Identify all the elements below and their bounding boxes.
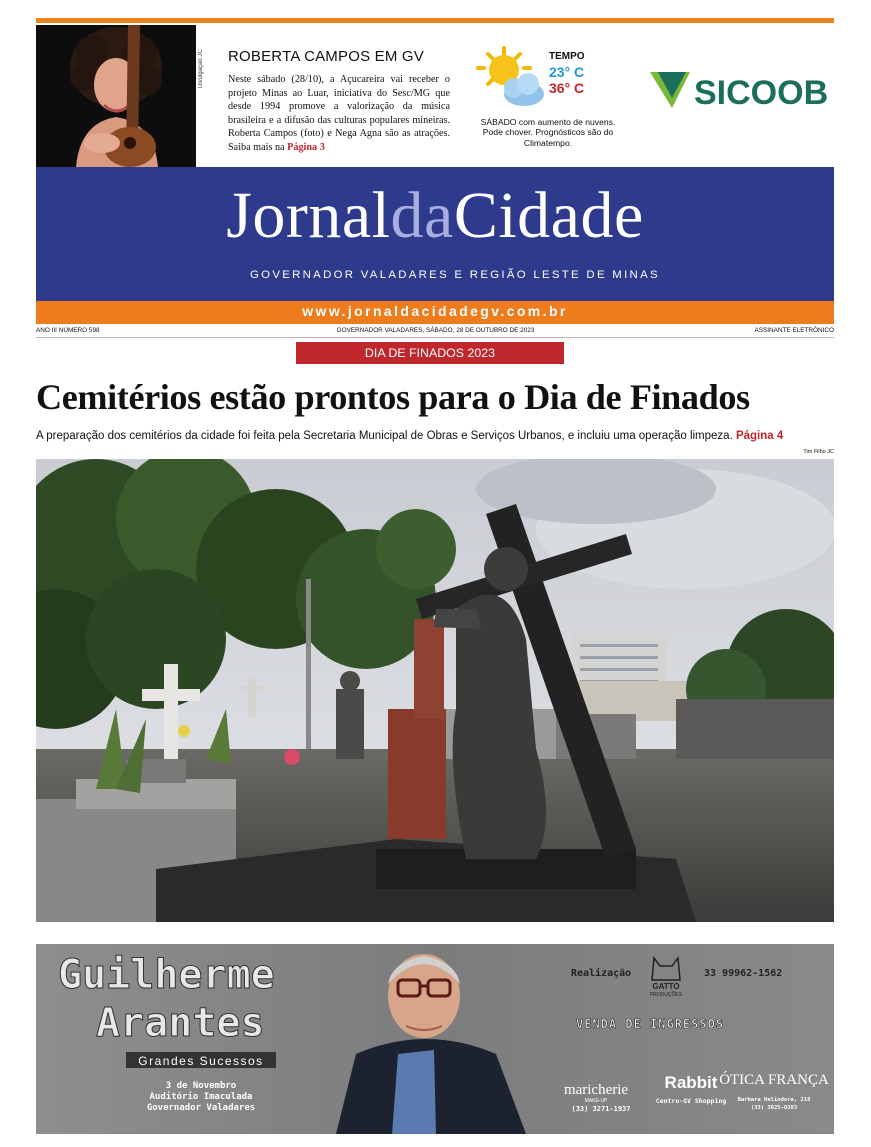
producer-name: GATTO bbox=[652, 982, 680, 991]
sponsor-maricherie-phone: (33) 3271-1937 bbox=[571, 1105, 631, 1113]
weather-min-temp: 23° C bbox=[549, 64, 585, 80]
sponsor-maricherie-sub: MAKE-UP bbox=[584, 1098, 608, 1104]
masthead-title-jornal: Jornal bbox=[226, 179, 391, 252]
teaser-text bbox=[228, 73, 450, 155]
main-photo[interactable] bbox=[36, 459, 834, 922]
ad-date-line2: Auditório Imaculada bbox=[149, 1092, 253, 1102]
ad-date-line3: Governador Valadares bbox=[146, 1103, 256, 1113]
top-rule bbox=[36, 18, 834, 23]
sponsor-maricherie: maricherie bbox=[563, 1082, 629, 1098]
weather-note: SÁBADO com aumento de nuvens. Pode chover. Prognósticos são do Climatempo. bbox=[480, 117, 616, 148]
sponsor-rabbit-sub: Centro-GV Shopping bbox=[655, 1097, 727, 1105]
edition-number: ANO III NÚMERO 598 bbox=[36, 327, 100, 334]
sponsor-rabbit: Rabbit bbox=[664, 1073, 718, 1092]
sun-cloud-icon bbox=[476, 46, 548, 110]
story-deck bbox=[36, 430, 836, 442]
website-link[interactable]: www.jornaldacidadegv.com.br bbox=[302, 303, 568, 319]
teaser-title[interactable]: ROBERTA CAMPOS EM GV bbox=[228, 48, 424, 65]
masthead-tagline: GOVERNADOR VALADARES E REGIÃO LESTE DE MINAS bbox=[250, 269, 660, 281]
teaser-photo-credit: Divulgação JC bbox=[198, 49, 204, 88]
weather-label: TEMPO bbox=[549, 51, 585, 62]
deck-text: A preparação dos cemitérios da cidade foi feita pela Secretaria Municipal de Obras e Serviços Urbanos, e incluiu uma operação limpeza. bbox=[36, 430, 733, 442]
sponsor-otica-address: Barbara Heliodora, 218 bbox=[737, 1097, 811, 1103]
ad-date-line1: 3 de Novembro bbox=[165, 1081, 237, 1091]
divider bbox=[36, 337, 834, 338]
subscriber-label: ASSINANTE ELETRÔNICO bbox=[754, 327, 834, 334]
ad-phone: 33 99962-1562 bbox=[704, 968, 783, 979]
ad-subtitle: Grandes Sucessos bbox=[138, 1054, 264, 1068]
masthead-title-cidade: Cidade bbox=[453, 179, 644, 252]
sicoob-wordmark: SICOOB bbox=[694, 74, 829, 112]
weather-max-temp: 36° C bbox=[549, 80, 585, 96]
artist-last-name: Arantes bbox=[96, 1000, 265, 1046]
sponsor-otica-franca: ÓTICA FRANÇA bbox=[719, 1072, 829, 1088]
section-tag: DIA DE FINADOS 2023 bbox=[296, 342, 564, 364]
artist-first-name: Guilherme bbox=[58, 952, 275, 998]
masthead-title[interactable] bbox=[36, 178, 834, 254]
sicoob-logo[interactable] bbox=[650, 70, 830, 112]
ticket-sales-label: VENDA DE INGRESSOS bbox=[576, 1017, 725, 1031]
realizacao-label: Realização bbox=[571, 968, 632, 979]
main-headline[interactable]: Cemitérios estão prontos para o Dia de Finados bbox=[36, 377, 750, 417]
deck-page-link[interactable]: Página 4 bbox=[735, 430, 784, 442]
masthead-title-da: da bbox=[390, 179, 454, 252]
teaser-page-link[interactable]: Página 3 bbox=[287, 141, 325, 153]
concert-advertisement[interactable] bbox=[36, 944, 834, 1134]
photo-credit: Tim Filho JC bbox=[803, 449, 834, 455]
teaser-body: Neste sábado (28/10), a Açucareira vai receber o projeto Minas ao Luar, iniciativa do Sesc/MG que desde 1994 promove a valorização da música brasileira e a difusão das culturas populares mineiras. Roberta Campos (foto) e Nega Agna são as atrações. Saiba mais na bbox=[228, 74, 450, 153]
teaser-photo[interactable] bbox=[36, 25, 196, 167]
sponsor-otica-phone: (33) 3025-0203 bbox=[750, 1105, 798, 1111]
edition-date: GOVERNADOR VALADARES, SÁBADO, 28 DE OUTUBRO DE 2023 bbox=[336, 327, 535, 334]
producer-sub: PRODUÇÕES bbox=[649, 992, 683, 998]
